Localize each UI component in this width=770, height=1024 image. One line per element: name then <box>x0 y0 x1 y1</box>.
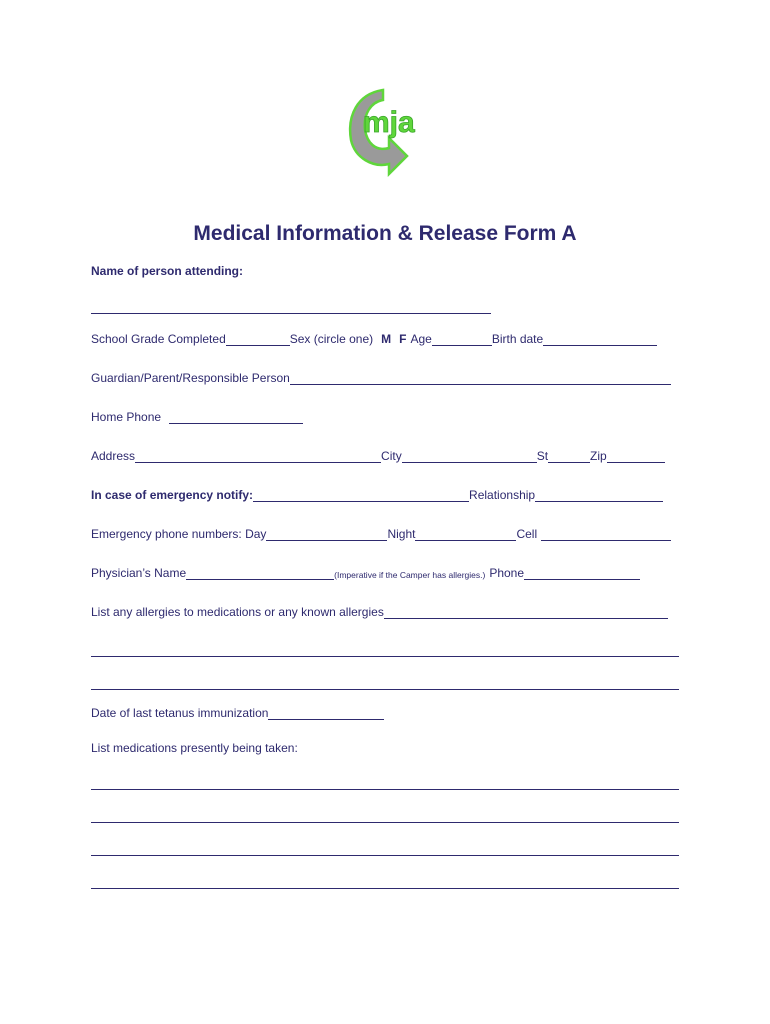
tetanus-blank[interactable] <box>268 707 384 720</box>
address-row <box>91 447 665 463</box>
physician-note: (Imperative if the Camper has allergies.) <box>334 570 486 580</box>
allergies-label: List any allergies to medications or any known allergies <box>91 605 384 619</box>
name-attending-line[interactable] <box>91 313 491 314</box>
st-label: St <box>536 449 549 463</box>
age-blank[interactable] <box>432 333 492 346</box>
medications-line-2[interactable] <box>91 822 679 823</box>
cell-phone-blank[interactable] <box>541 528 671 541</box>
night-label: Night <box>387 527 416 541</box>
mja-logo <box>343 84 427 180</box>
school-grade-blank[interactable] <box>226 333 290 346</box>
allergies-line-1[interactable] <box>91 656 679 657</box>
guardian-label: Guardian/Parent/Responsible Person <box>91 371 290 385</box>
sex-label: Sex (circle one) <box>289 332 374 346</box>
form-title: Medical Information & Release Form A <box>193 222 577 245</box>
home-phone-row <box>91 408 303 424</box>
medications-line-1[interactable] <box>91 789 679 790</box>
emergency-notify-row <box>91 486 663 502</box>
allergies-row <box>91 603 668 619</box>
physician-row <box>91 564 640 580</box>
home-phone-label: Home Phone <box>91 410 162 424</box>
physician-phone-label: Phone <box>489 566 525 580</box>
medications-line-3[interactable] <box>91 855 679 856</box>
age-label: Age <box>410 332 432 346</box>
physician-phone-blank[interactable] <box>524 567 640 580</box>
home-phone-blank[interactable] <box>169 411 303 424</box>
zip-label: Zip <box>590 449 607 463</box>
medications-line-4[interactable] <box>91 888 679 889</box>
birth-date-label: Birth date <box>491 332 544 346</box>
relationship-label: Relationship <box>469 488 536 502</box>
guardian-blank[interactable] <box>290 372 671 385</box>
emergency-phone-row <box>91 525 671 541</box>
city-blank[interactable] <box>402 450 537 463</box>
emergency-notify-label: In case of emergency notify: <box>91 488 254 502</box>
birth-date-blank[interactable] <box>543 333 657 346</box>
night-phone-blank[interactable] <box>415 528 516 541</box>
st-blank[interactable] <box>548 450 590 463</box>
tetanus-row <box>91 704 384 720</box>
zip-blank[interactable] <box>607 450 665 463</box>
cell-label: Cell <box>516 527 538 541</box>
emergency-notify-blank[interactable] <box>253 489 469 502</box>
allergies-line-2[interactable] <box>91 689 679 690</box>
sex-m[interactable]: M <box>381 332 392 346</box>
day-phone-blank[interactable] <box>266 528 387 541</box>
tetanus-label: Date of last tetanus immunization <box>91 706 269 720</box>
school-grade-label: School Grade Completed <box>91 332 226 346</box>
name-attending-label: Name of person attending: <box>91 264 244 278</box>
physician-name-blank[interactable] <box>186 567 334 580</box>
guardian-row <box>91 369 671 385</box>
address-label: Address <box>91 449 136 463</box>
city-label: City <box>381 449 402 463</box>
sex-f[interactable]: F <box>399 332 407 346</box>
address-blank[interactable] <box>135 450 381 463</box>
medications-label: List medications presently being taken: <box>91 741 298 755</box>
logo-text: mja <box>363 106 415 139</box>
allergies-blank[interactable] <box>384 606 668 619</box>
emergency-phone-label: Emergency phone numbers: Day <box>91 527 267 541</box>
physician-name-label: Physician’s Name <box>91 566 187 580</box>
relationship-blank[interactable] <box>535 489 663 502</box>
school-grade-row <box>91 330 657 346</box>
